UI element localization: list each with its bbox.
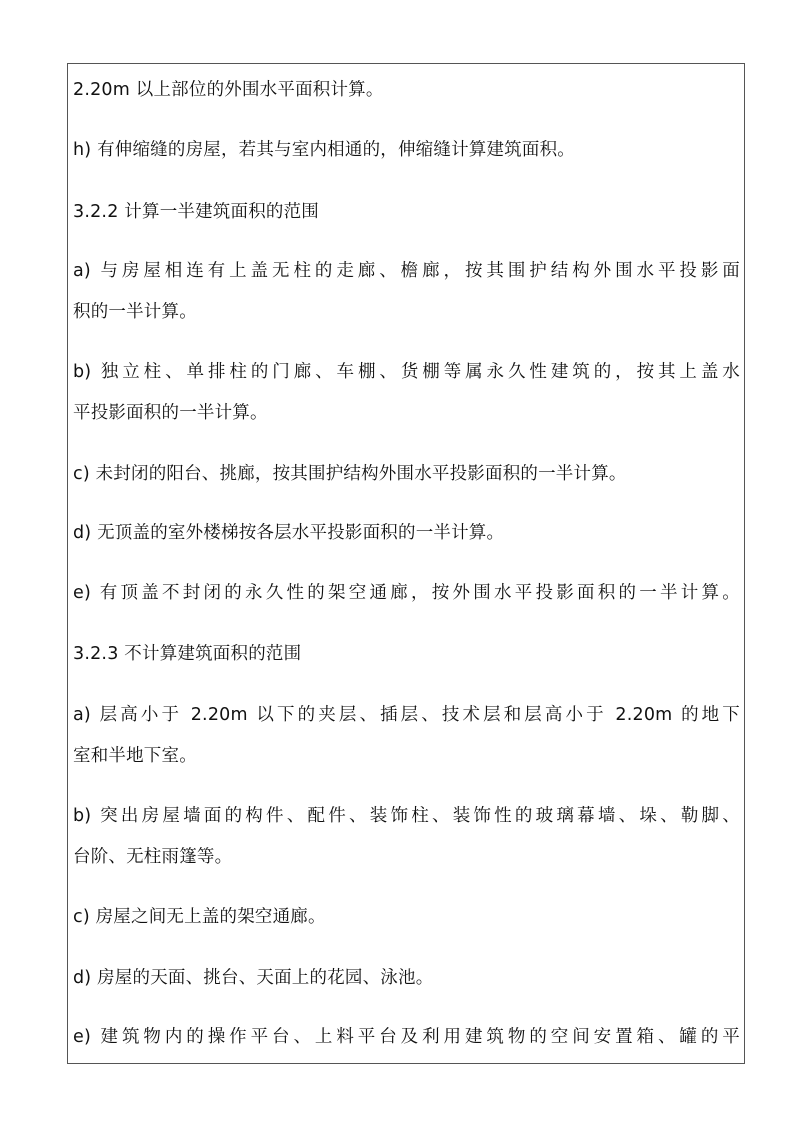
text-line: d) 房屋的天面、挑台、天面上的花园、泳池。: [73, 968, 434, 988]
text-line: c) 房屋之间无上盖的架空通廊。: [73, 907, 326, 927]
section-heading: 3.2.2 计算一半建筑面积的范围: [73, 202, 319, 222]
text-line: 台阶、无柱雨篷等。: [73, 847, 233, 867]
text-line: a) 层高小于 2.20m 以下的夹层、插层、技术层和层高小于 2.20m 的地下: [73, 705, 740, 725]
text-line: 平投影面积的一半计算。: [73, 403, 268, 423]
text-line: c) 未封闭的阳台、挑廊，按其围护结构外围水平投影面积的一半计算。: [73, 464, 627, 484]
text-line: e) 建筑物内的操作平台、上料平台及利用建筑物的空间安置箱、罐的平: [73, 1027, 740, 1047]
text-line: h) 有伸缩缝的房屋，若其与室内相通的，伸缩缝计算建筑面积。: [73, 140, 575, 160]
text-line: b) 独立柱、单排柱的门廊、车棚、货棚等属永久性建筑的，按其上盖水: [73, 362, 740, 382]
text-line: e) 有顶盖不封闭的永久性的架空通廊，按外围水平投影面积的一半计算。: [73, 583, 740, 603]
text-line: 2.20m 以上部位的外围水平面积计算。: [73, 80, 384, 100]
text-line: 室和半地下室。: [73, 746, 197, 766]
text-line: b) 突出房屋墙面的构件、配件、装饰柱、装饰性的玻璃幕墙、垛、勒脚、: [73, 806, 740, 826]
text-line: d) 无顶盖的室外楼梯按各层水平投影面积的一半计算。: [73, 523, 505, 543]
section-heading: 3.2.3 不计算建筑面积的范围: [73, 644, 302, 664]
text-line: 积的一半计算。: [73, 302, 197, 322]
document-frame: [67, 63, 745, 1064]
text-line: a) 与房屋相连有上盖无柱的走廊、檐廊，按其围护结构外围水平投影面: [73, 261, 740, 281]
